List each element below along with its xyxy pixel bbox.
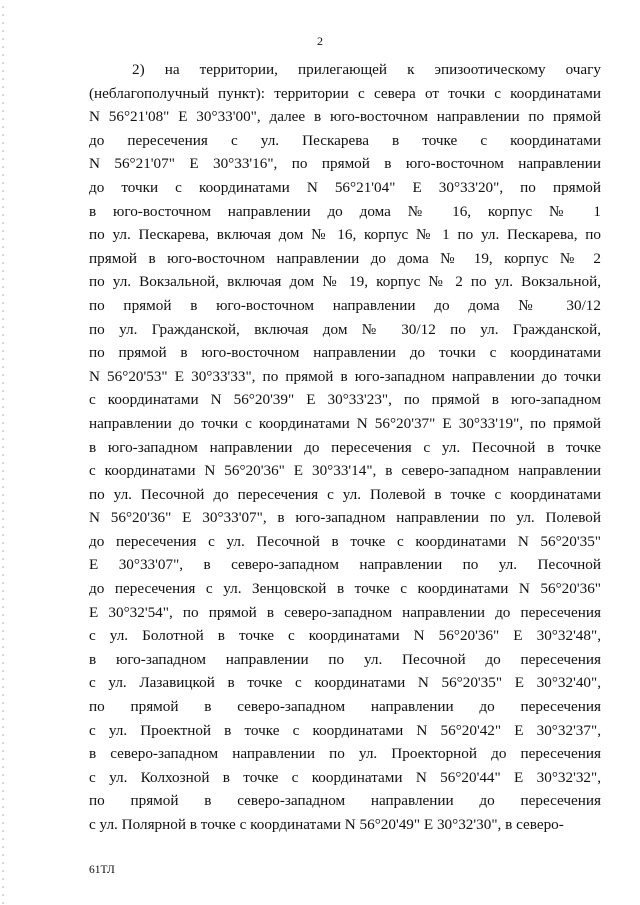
- paragraph-line: в юго-западном направлении по ул. Песочной до пересечения: [89, 650, 601, 668]
- paragraph-line: по прямой в северо-западном направлении до пересечения: [89, 792, 601, 810]
- paragraph-line: направлении до точки с координатами N 56°20'37" E 30°33'19", по прямой: [89, 414, 601, 432]
- paragraph-line: прямой в юго-восточном направлении до дома № 19, корпус № 2: [89, 249, 601, 267]
- page-number: 2: [317, 34, 323, 48]
- paragraph-line: в юго-западном направлении до пересечения с ул. Песочной в точке: [89, 438, 601, 456]
- paragraph-line: N 56°20'36" E 30°33'07", в юго-западном направлении по ул. Полевой: [89, 509, 601, 527]
- paragraph-line: с ул. Болотной в точке с координатами N 56°20'36" E 30°32'48",: [89, 627, 601, 645]
- paragraph-line: до точки с координатами N 56°21'04" E 30°33'20", по прямой: [89, 178, 601, 196]
- paragraph-line: в северо-западном направлении по ул. Проекторной до пересечения: [89, 745, 601, 763]
- paragraph-line: до пересечения с ул. Пескарева в точке с координатами: [89, 131, 601, 149]
- paragraph-line: до пересечения с ул. Песочной в точке с координатами N 56°20'35": [89, 532, 601, 550]
- paragraph-line: N 56°21'07" E 30°33'16", по прямой в юго-восточном направлении: [89, 155, 601, 173]
- paragraph-line: в юго-восточном направлении до дома № 16, корпус № 1: [89, 202, 601, 220]
- scan-edge-marks: [2, 0, 4, 905]
- paragraph-line: по прямой в юго-восточном направлении до точки с координатами: [89, 344, 601, 362]
- paragraph-line: с ул. Полярной в точке с координатами N 56°20'49" E 30°32'30", в северо-: [89, 816, 564, 833]
- paragraph-line: E 30°32'54", по прямой в северо-западном направлении до пересечения: [89, 603, 601, 621]
- paragraph-line: E 30°33'07", в северо-западном направлении по ул. Песочной: [89, 556, 601, 574]
- paragraph-line: N 56°20'53" E 30°33'33", по прямой в юго-западном направлении до точки: [89, 367, 601, 385]
- paragraph-line: по ул. Гражданской, включая дом № 30/12 по ул. Гражданской,: [89, 320, 601, 338]
- document-code: 61ТЛ: [89, 864, 115, 876]
- paragraph-line: по ул. Песочной до пересечения с ул. Полевой в точке с координатами: [89, 485, 601, 503]
- paragraph-line: 2) на территории, прилегающей к эпизоотическому очагу: [132, 61, 601, 78]
- paragraph-line: (неблагополучный пункт): территории с севера от точки с координатами: [89, 84, 601, 102]
- paragraph-line: до пересечения с ул. Зенцовской в точке с координатами N 56°20'36": [89, 580, 601, 598]
- paragraph-line: с координатами N 56°20'39" E 30°33'23", по прямой в юго-западном: [89, 391, 601, 409]
- paragraph-line: с ул. Лазавицкой в точке с координатами N 56°20'35" E 30°32'40",: [89, 674, 601, 692]
- paragraph-line: по ул. Пескарева, включая дом № 16, корпус № 1 по ул. Пескарева, по: [89, 226, 601, 244]
- document-body: [89, 58, 601, 837]
- paragraph-line: по ул. Вокзальной, включая дом № 19, корпус № 2 по ул. Вокзальной,: [89, 273, 601, 291]
- paragraph: [89, 58, 601, 837]
- paragraph-line: по прямой в северо-западном направлении до пересечения: [89, 698, 601, 716]
- paragraph-line: с координатами N 56°20'36" E 30°33'14", в северо-западном направлении: [89, 462, 601, 480]
- paragraph-line: по прямой в юго-восточном направлении до дома № 30/12: [89, 296, 601, 314]
- paragraph-line: N 56°21'08" E 30°33'00", далее в юго-восточном направлении по прямой: [89, 108, 601, 126]
- paragraph-line: с ул. Колхозной в точке с координатами N 56°20'44" E 30°32'32",: [89, 768, 601, 786]
- paragraph-line: с ул. Проектной в точке с координатами N 56°20'42" E 30°32'37",: [89, 721, 601, 739]
